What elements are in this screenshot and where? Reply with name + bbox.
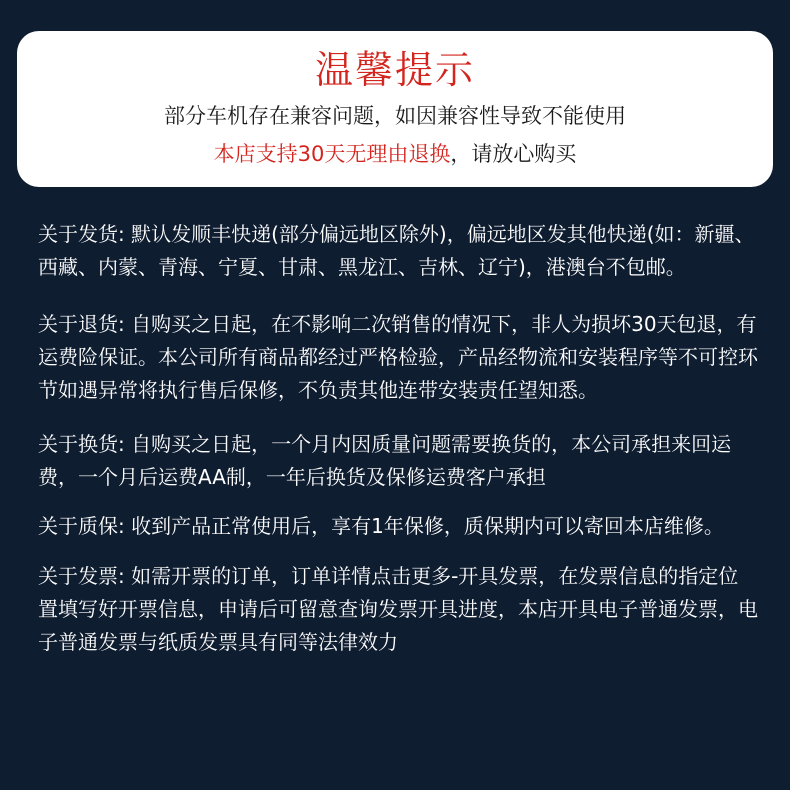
compatibility-notice: 部分车机存在兼容问题，如因兼容性导致不能使用 [164, 104, 626, 128]
shipping-policy: 关于发货: 默认发顺丰快递(部分偏远地区除外)，偏远地区发其他快递(如：新疆、西藏、内蒙、青海、宁夏、甘肃、黑龙江、吉林、辽宁)，港澳台不包邮。 [38, 222, 755, 279]
return-guarantee-suffix: ，请放心购买 [450, 142, 577, 166]
notice-card [17, 31, 773, 187]
warranty-policy: 关于质保: 收到产品正常使用后，享有1年保修，质保期内可以寄回本店维修。 [38, 514, 724, 538]
returns-policy: 关于退货: 自购买之日起，在不影响二次销售的情况下，非人为损坏30天包退，有运费险保证。本公司所有商品都经过严格检验，产品经物流和安装程序等不可控环节如遇异常将执行售后保修，不负责其他连带安装责任望知悉。 [38, 312, 758, 402]
return-guarantee-notice [17, 139, 773, 169]
return-guarantee-highlight: 本店支持30天无理由退换 [213, 142, 451, 166]
policy-list [38, 218, 758, 659]
exchange-policy: 关于换货: 自购买之日起，一个月内因质量问题需要换货的，本公司承担来回运费，一个月后运费AA制，一年后换货及保修运费客户承担 [38, 432, 732, 489]
notice-title: 温馨提示 [314, 48, 475, 92]
invoice-policy: 关于发票: 如需开票的订单，订单详情点击更多-开具发票，在发票信息的指定位置填写好开票信息，申请后可留意查询发票开具进度，本店开具电子普通发票，电子普通发票与纸质发票具有同等法律效力 [38, 564, 758, 654]
